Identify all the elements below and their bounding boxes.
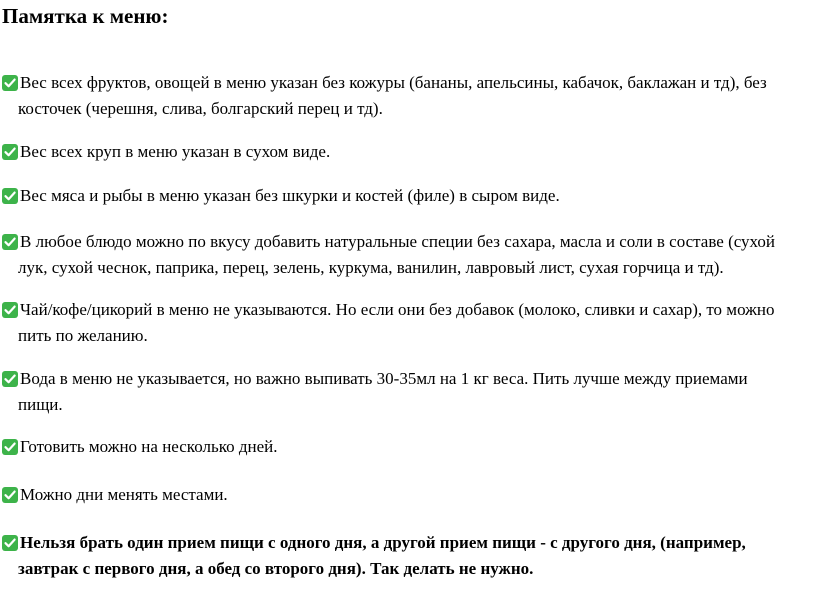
list-item	[0, 482, 812, 508]
check-mark-button-icon	[2, 371, 18, 387]
check-mark-button-icon	[2, 302, 18, 318]
list-item	[0, 434, 812, 460]
check-mark-button-icon	[2, 75, 18, 91]
page-title: Памятка к меню:	[2, 4, 169, 28]
list-item	[0, 366, 812, 418]
list-item-text: косточек (черешня, слива, болгарский перец и тд).	[18, 99, 383, 118]
list-item-text: завтрак с первого дня, а обед со второго дня). Так делать не нужно.	[18, 559, 534, 578]
list-item-warning	[0, 530, 812, 582]
check-mark-button-icon	[2, 234, 18, 250]
list-item-text: Вес всех фруктов, овощей в меню указан без кожуры (бананы, апельсины, кабачок, баклажан и тд), без	[20, 73, 767, 92]
list-item	[0, 229, 812, 281]
list-item-text: пить по желанию.	[18, 326, 148, 345]
list-item-text: Готовить можно на несколько дней.	[20, 437, 278, 456]
list-item-text: В любое блюдо можно по вкусу добавить натуральные специи без сахара, масла и соли в составе (сухой	[20, 232, 775, 251]
list-item	[0, 183, 812, 209]
check-mark-button-icon	[2, 535, 18, 551]
list-item	[0, 297, 812, 349]
list-item-text: пищи.	[18, 395, 63, 414]
list-item-text: Вес мяса и рыбы в меню указан без шкурки и костей (филе) в сыром виде.	[20, 186, 560, 205]
list-item-text: Можно дни менять местами.	[20, 485, 228, 504]
list-item	[0, 70, 812, 122]
list-item-text: Нельзя брать один прием пищи с одного дня, а другой прием пищи - с другого дня, (например,	[20, 533, 746, 552]
list-item-text: лук, сухой чеснок, паприка, перец, зелень, куркума, ванилин, лавровый лист, сухая горчица и тд).	[18, 258, 724, 277]
list-item	[0, 139, 812, 165]
check-mark-button-icon	[2, 439, 18, 455]
list-item-text: Вес всех круп в меню указан в сухом виде.	[20, 142, 331, 161]
check-mark-button-icon	[2, 188, 18, 204]
list-item-text: Вода в меню не указывается, но важно выпивать 30-35мл на 1 кг веса. Пить лучше между приемами	[20, 369, 748, 388]
check-mark-button-icon	[2, 144, 18, 160]
check-mark-button-icon	[2, 487, 18, 503]
list-item-text: Чай/кофе/цикорий в меню не указываются. Но если они без добавок (молоко, сливки и сахар), то можно	[20, 300, 775, 319]
